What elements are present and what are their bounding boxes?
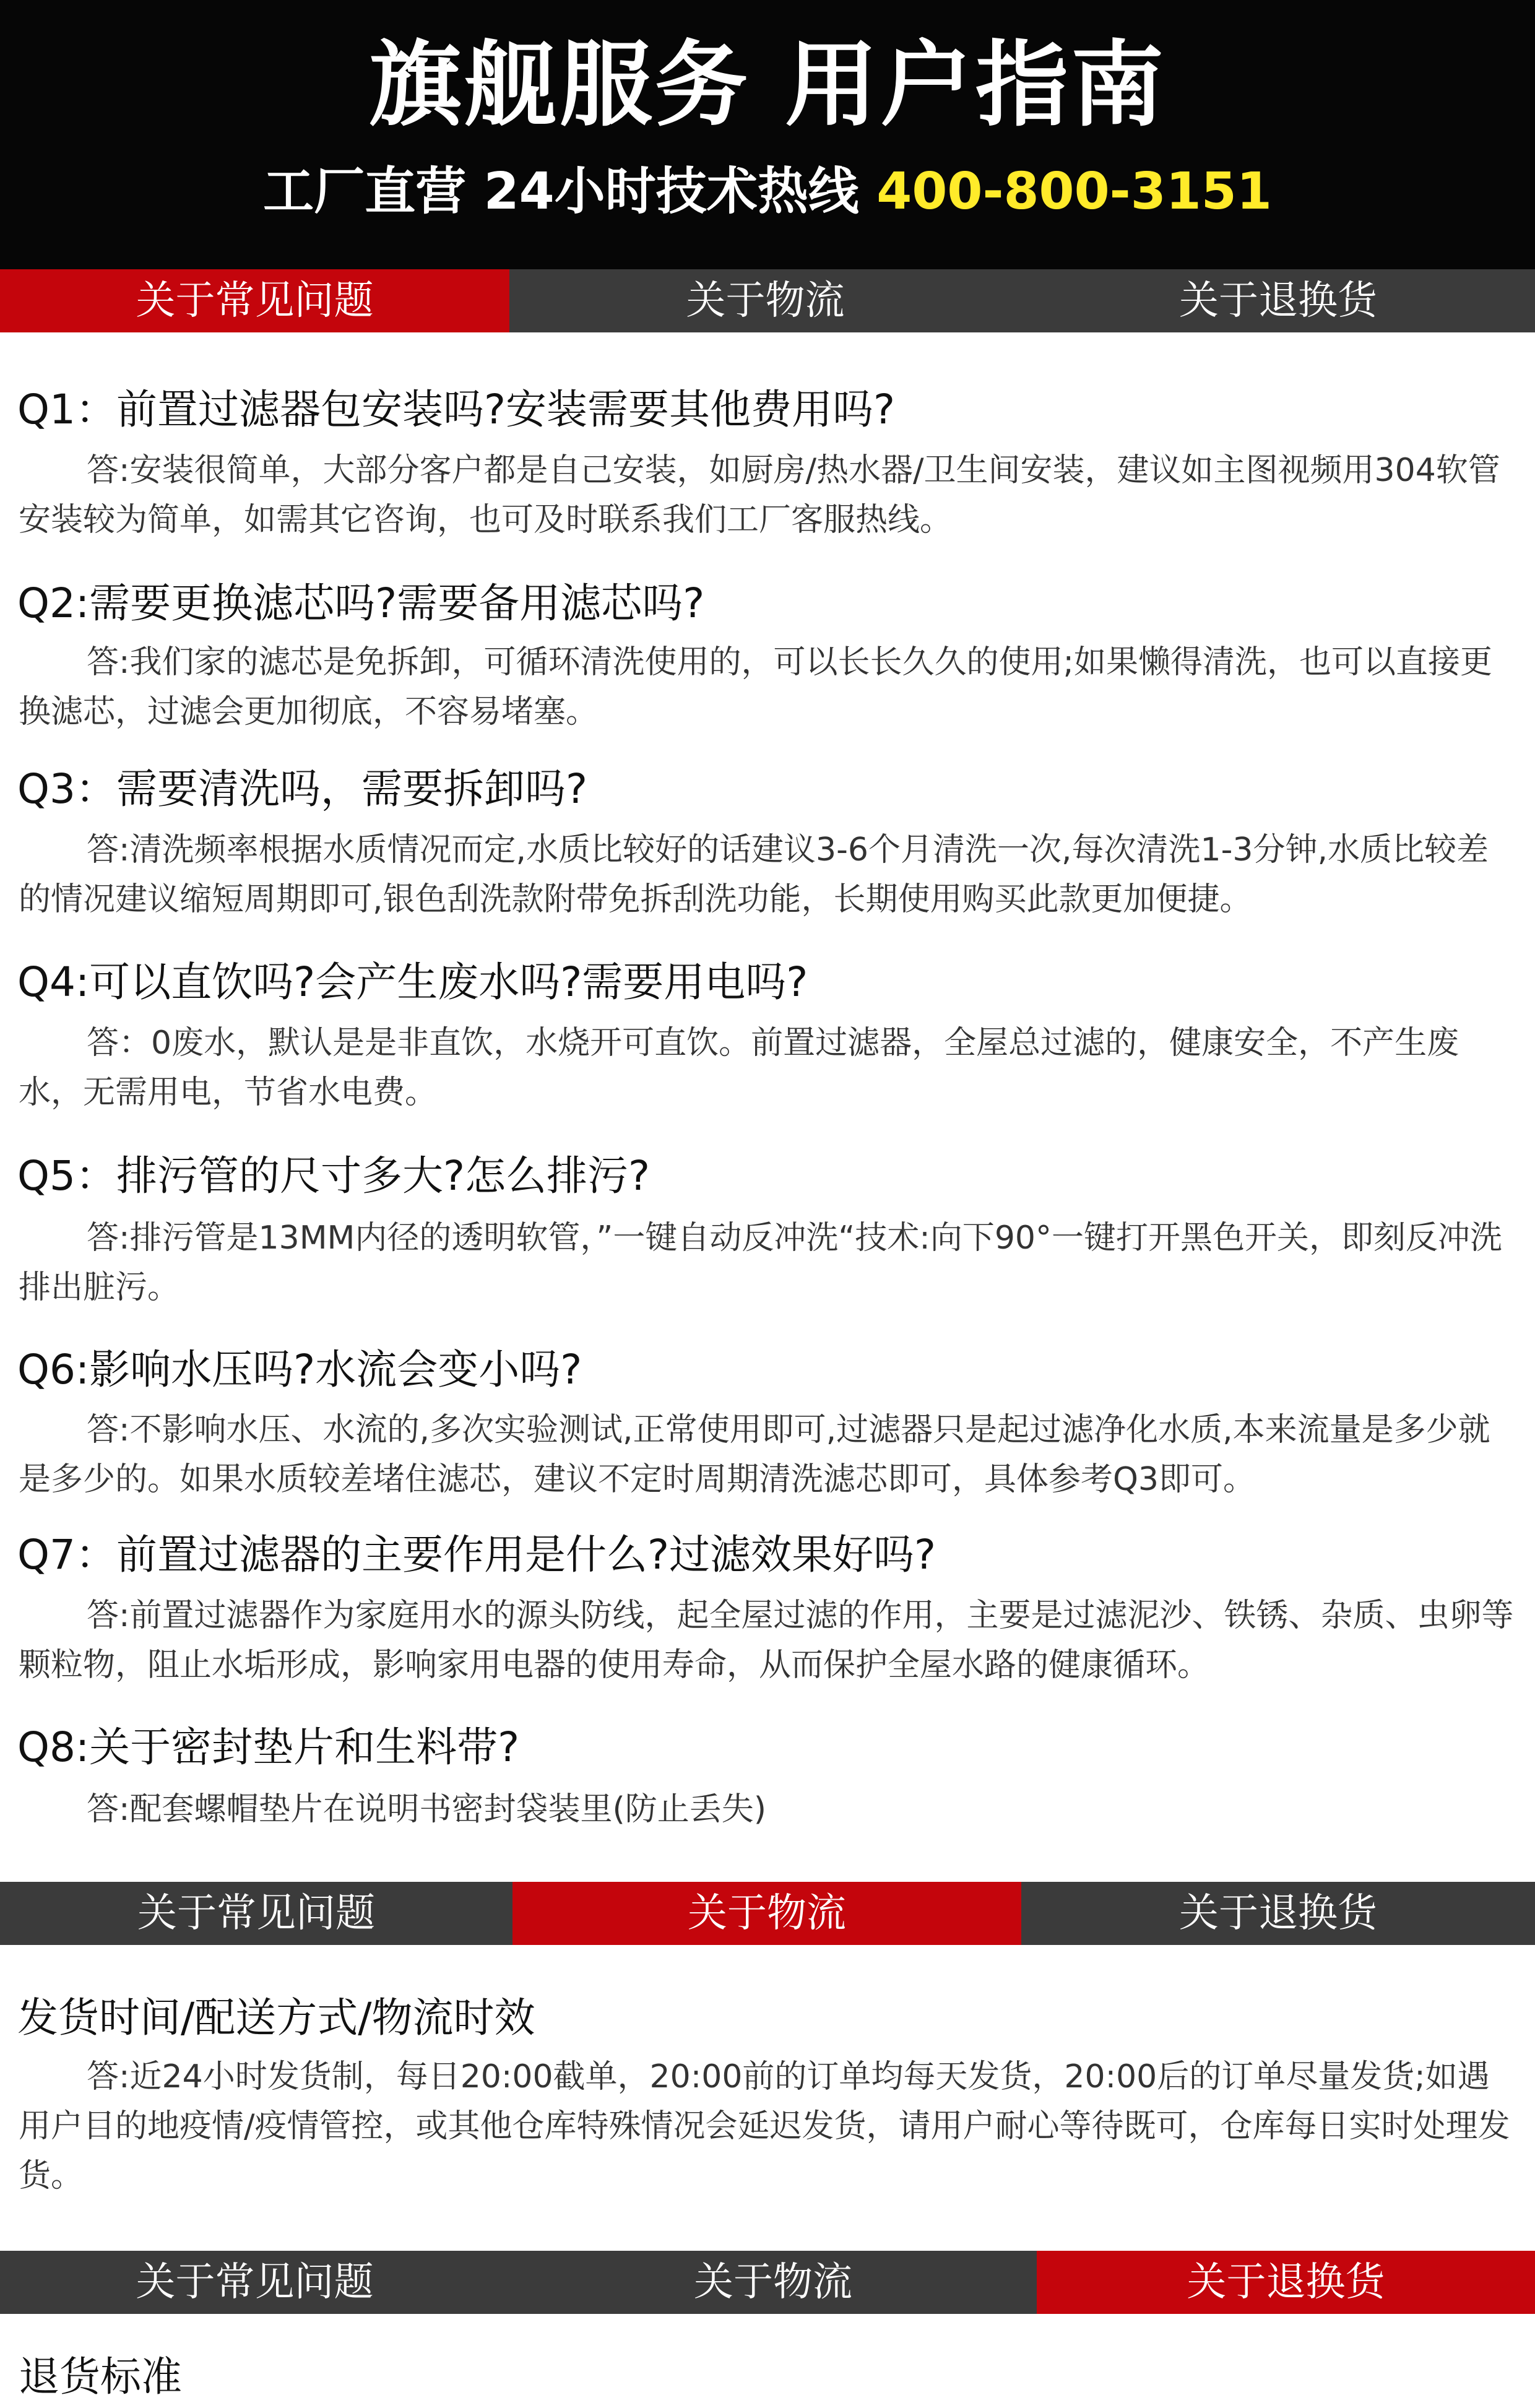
tab-returns[interactable]: 关于退换货 — [1179, 1890, 1377, 1936]
faq-answer-8: 答:配套螺帽垫片在说明书密封袋装里(防止丢失) — [87, 1791, 767, 1828]
faq-question-5: Q5：排污管的尺寸多大?怎么排污? — [17, 1152, 651, 1200]
hotline-number[interactable]: 400-800-3151 — [876, 162, 1272, 221]
tab-faq[interactable]: 关于常见问题 — [136, 2259, 374, 2305]
page-title: 旗舰服务 用户指南 — [368, 32, 1167, 139]
faq-question-2: Q2:需要更换滤芯吗?需要备用滤芯吗? — [17, 579, 705, 627]
hotline-label: 工厂直营 24小时技术热线 — [263, 162, 877, 221]
faq-question-1: Q1：前置过滤器包安装吗?安装需要其他费用吗? — [17, 386, 896, 433]
tab-faq[interactable]: 关于常见问题 — [137, 1890, 375, 1936]
faq-question-7: Q7：前置过滤器的主要作用是什么?过滤效果好吗? — [17, 1531, 936, 1579]
faq-answer-3: 答:清洗频率根据水质情况而定,水质比较好的话建议3-6个月清洗一次,每次清洗1-3分钟,水质比较差的情况建议缩短周期即可,银色刮洗款附带免拆刮洗功能，长期使用购买此款更加便捷。 — [19, 831, 1489, 918]
tab-returns[interactable]: 关于退换货 — [1037, 2251, 1535, 2314]
logistics-question: 发货时间/配送方式/物流时效 — [17, 1994, 535, 2042]
logistics-answer: 答:近24小时发货制，每日20:00截单，20:00前的订单均每天发货，20:00后的订单尽量发货;如遇用户目的地疫情/疫情管控，或其他仓库特殊情况会延迟发货，请用户耐心等待既可，仓库每日实时处理发货。 — [19, 2058, 1510, 2194]
returns-question: 退货标准 — [19, 2353, 182, 2401]
tab-faq[interactable]: 关于常见问题 — [0, 269, 509, 332]
tab-returns[interactable]: 关于退换货 — [1179, 278, 1377, 324]
faq-question-3: Q3：需要清洗吗，需要拆卸吗? — [17, 765, 587, 813]
faq-answer-2: 答:我们家的滤芯是免拆卸，可循环清洗使用的，可以长长久久的使用;如果懒得清洗，也可以直接更换滤芯，过滤会更加彻底，不容易堵塞。 — [19, 644, 1493, 730]
tab-logistics[interactable]: 关于物流 — [686, 278, 845, 324]
faq-answer-6: 答:不影响水压、水流的,多次实验测试,正常使用即可,过滤器只是起过滤净化水质,本来流量是多少就是多少的。如果水质较差堵住滤芯，建议不定时周期清洗滤芯即可，具体参考Q3即可。 — [19, 1411, 1490, 1498]
faq-question-6: Q6:影响水压吗?水流会变小吗? — [17, 1346, 582, 1393]
tab-logistics[interactable]: 关于物流 — [512, 1882, 1021, 1945]
faq-answer-1: 答:安装很简单，大部分客户都是自己安装，如厨房/热水器/卫生间安装，建议如主图视频用304软管安装较为简单，如需其它咨询，也可及时联系我们工厂客服热线。 — [19, 452, 1500, 539]
tab-bar-logistics — [0, 1882, 1535, 1945]
tab-bar-faq — [0, 269, 1535, 332]
faq-answer-7: 答:前置过滤器作为家庭用水的源头防线，起全屋过滤的作用，主要是过滤泥沙、铁锈、杂质、虫卵等颗粒物，阻止水垢形成，影响家用电器的使用寿命，从而保护全屋水路的健康循环。 — [19, 1597, 1514, 1684]
faq-answer-4: 答：0废水，默认是是非直饮，水烧开可直饮。前置过滤器，全屋总过滤的，健康安全，不产生废水，无需用电，节省水电费。 — [19, 1024, 1459, 1111]
faq-question-8: Q8:关于密封垫片和生料带? — [17, 1723, 520, 1771]
faq-question-4: Q4:可以直饮吗?会产生废水吗?需要用电吗? — [17, 958, 808, 1006]
header-banner — [0, 0, 1535, 269]
faq-answer-5: 答:排污管是13MM内径的透明软管，”一键自动反冲洗“技术:向下90°一键打开黑色开关，即刻反冲洗排出脏污。 — [19, 1219, 1502, 1306]
tab-bar-returns — [0, 2251, 1535, 2314]
hotline-line — [0, 158, 1535, 226]
tab-logistics[interactable]: 关于物流 — [694, 2259, 852, 2305]
